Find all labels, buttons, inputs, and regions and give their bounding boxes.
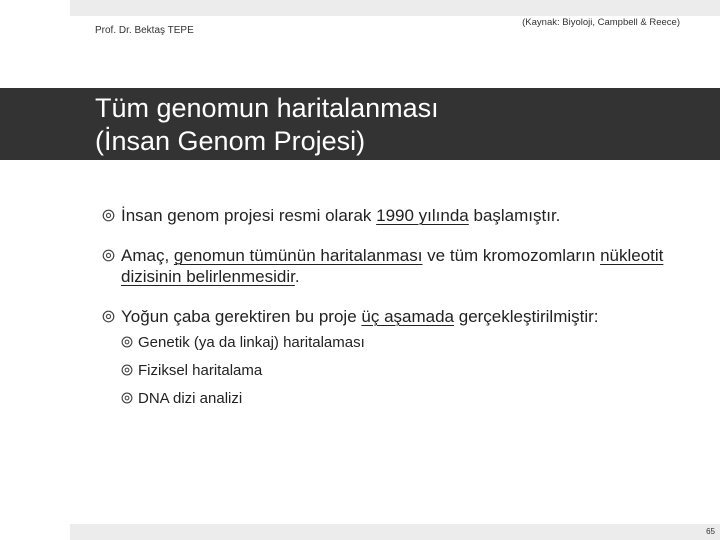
- sub-bullet-text: DNA dizi analizi: [138, 390, 243, 407]
- sub-bullet-item: [121, 389, 702, 408]
- slide-title-line-2: (İnsan Genom Projesi): [95, 126, 366, 156]
- bullet-item: [102, 245, 702, 287]
- target-circle-icon: [121, 364, 133, 376]
- sub-bullet-text: Genetik (ya da linkaj) haritalaması: [138, 334, 365, 351]
- target-circle-icon: [102, 249, 115, 262]
- page-number: 65: [706, 527, 715, 536]
- source-citation: (Kaynak: Biyoloji, Campbell & Reece): [522, 17, 680, 28]
- sub-bullet-item: [121, 361, 702, 380]
- bullet-text: İnsan genom projesi resmi olarak: [121, 206, 377, 225]
- sub-bullet-item: [121, 333, 702, 352]
- bullet-item: [102, 205, 702, 226]
- bullet-text: Yoğun çaba gerektiren bu proje: [121, 307, 362, 326]
- author-name: Prof. Dr. Bektaş TEPE: [95, 25, 194, 36]
- top-bar: [70, 0, 720, 16]
- sub-bullet-list: [121, 333, 702, 408]
- bullet-text: başlamıştır.: [468, 206, 561, 225]
- bullet-text: gerçekleştirilmiştir:: [454, 307, 599, 326]
- bullet-text: Amaç,: [121, 246, 174, 265]
- bullet-item: [102, 306, 702, 408]
- bullet-text: .: [294, 267, 300, 286]
- target-circle-icon: [102, 310, 115, 323]
- bullet-list: [102, 205, 702, 417]
- sub-bullet-text: Fiziksel haritalama: [138, 362, 263, 379]
- underlined-text: genomun tümünün haritalanması: [173, 246, 423, 265]
- underlined-text: nükleotit dizisinin belirlenmesidir: [121, 246, 664, 286]
- slide-title-line-1: Tüm genomun haritalanması: [95, 93, 439, 123]
- bullet-text: ve tüm kromozomların: [422, 246, 601, 265]
- target-circle-icon: [121, 336, 133, 348]
- bottom-bar: [70, 524, 720, 540]
- target-circle-icon: [121, 392, 133, 404]
- slide-title: [95, 92, 695, 158]
- underlined-text: üç aşamada: [361, 307, 455, 326]
- target-circle-icon: [102, 209, 115, 222]
- underlined-text: 1990 yılında: [376, 206, 469, 225]
